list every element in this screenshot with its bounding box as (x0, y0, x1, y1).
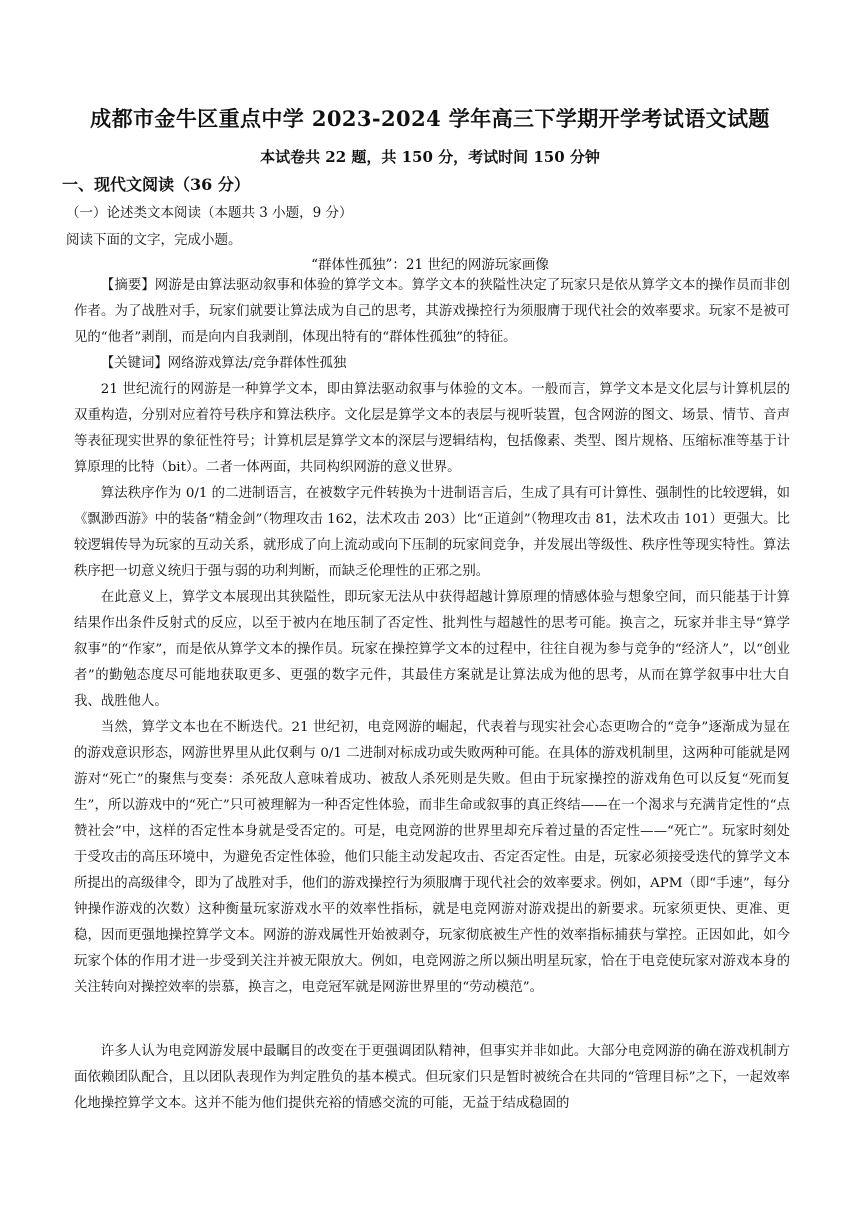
section-heading: 一、现代文阅读（36 分） (62, 175, 250, 194)
reading-instruction: 阅读下面的文字，完成小题。 (66, 232, 242, 248)
paragraph-text: 许多人认为电竞网游发展中最瞩目的改变在于更强调团队精神，但事实并非如此。大部分电竞网游的确在游戏机制方面依赖团队配合，且以团队表现作为判定胜负的基本模式。但玩家们只是暂时被统合在共同的“管理目标”之下，一起效率化地操控算学文本。这并不能为他们提供充裕的情感交流的可能，无益于结成稳固的 (74, 1044, 790, 1111)
subsection-heading: （一）论述类文本阅读（本题共 3 小题，9 分） (66, 205, 353, 221)
paragraph-text: 当然，算学文本也在不断迭代。21 世纪初，电竞网游的崛起，代表着与现实社会心态更吻合的“竞争”逐渐成为显在的游戏意识形态，网游世界里从此仅剩与 0/1 二进制对标成功或失败两种可能。在具体的游戏机制里，这两种可能就是网游对“死亡”的聚焦与变奏：杀死敌人意味着成功、被敌人杀死则是失败。但由于玩家操控的游戏角色可以反复“死而复生”，所以游戏中的“死亡”只可被理解为一种否定性体验，而非生命或叙事的真正终结——在一个渴求与充满肯定性的“点赞社会”中，这样的否定性本身就是受否定的。可是，电竞网游的世界里却充斥着过量的否定性——“死亡”。玩家时刻处于受攻击的高压环境中，为避免否定性体验，他们只能主动发起攻击、否定否定性。由是，玩家必须接受迭代的算学文本所提出的高级律令，即为了战胜对手，他们的游戏操控行为须服膺于现代社会的效率要求。例如，APM（即“手速”，每分钟操作游戏的次数）这种衡量玩家游戏水平的效率性指标，就是电竞网游对游戏提出的新要求。玩家须更快、更准、更稳，因而更强地操控算学文本。网游的游戏属性开始被剥夺，玩家彻底被生产性的效率指标捕获与掌控。正因如此，如今玩家个体的作用才进一步受到关注并被无限放大。例如，电竞网游之所以频出明星玩家，恰在于电竞使玩家对游戏本身的关注转向对操控效率的崇慕，换言之，电竞冠军就是网游世界里的“劳动模范”。 (74, 720, 790, 995)
body-paragraph (74, 377, 790, 481)
paragraph-text: 在此意义上，算学文本展现出其狭隘性，即玩家无法从中获得超越计算原理的情感体验与想象空间，而只能基于计算结果作出条件反射式的反应，以至于被内在地压制了否定性、批判性与超越性的思考可能。换言之，玩家并非主导“算学叙事”的“作家”，而是依从算学文本的操作员。玩家在操控算学文本的过程中，往往自视为参与竞争的“经济人”，以“创业者”的勤勉态度尽可能地获取更多、更强的数字元件，其最佳方案就是让算法成为他的思考，从而在算学叙事中壮大自我、战胜他人。 (74, 590, 790, 709)
paragraph-text: 21 世纪流行的网游是一种算学文本，即由算法驱动叙事与体验的文本。一般而言，算学文本是文化层与计算机层的双重构造，分别对应着符号秩序和算法秩序。文化层是算学文本的表层与视听装置，包含网游的图文、场景、情节、音声等表征现实世界的象征性符号；计算机层是算学文本的深层与逻辑结构，包括像素、类型、图片规格、压缩标准等基于计算原理的比特（bit）。二者一体两面，共同构织网游的意义世界。 (74, 382, 790, 475)
abstract-text: 网游是由算法驱动叙事和体验的算学文本。算学文本的狭隘性决定了玩家只是依从算学文本的操作员而非创作者。为了战胜对手，玩家们就要让算法成为自己的思考，其游戏操控行为须服膺于现代社会的效率要求。玩家不是被可见的“他者”剥削，而是向内自我剥削，体现出特有的“群体性孤独”的特征。 (74, 278, 791, 345)
body-paragraph (74, 481, 790, 585)
keywords-paragraph (74, 351, 790, 377)
body-paragraph (74, 585, 790, 715)
abstract-paragraph (74, 273, 790, 351)
paragraph-text: 算法秩序作为 0/1 的二进制语言，在被数字元件转换为十进制语言后，生成了具有可计算性、强制性的比较逻辑，如《飘渺西游》中的装备“精金剑”（物理攻击 162，法术攻击 203）比“正道剑”（物理攻击 81，法术攻击 101）更强大。比较逻辑传导为玩家的互动关系，就形成了向上流动或向下压制的玩家间竞争，并发展出等级性、秩序性等现实特性。算法秩序把一切意义统归于强与弱的功利判断，而缺乏伦理性的正邪之别。 (74, 486, 790, 579)
body-paragraph (74, 1039, 790, 1117)
exam-info: 本试卷共 22 题，共 150 分，考试时间 150 分钟 (260, 148, 600, 166)
body-paragraph (74, 715, 790, 1001)
page-title: 成都市金牛区重点中学 2023-2024 学年高三下学期开学考试语文试题 (90, 106, 770, 131)
keywords-text: 网络游戏算法/竞争群体性孤独 (167, 356, 347, 371)
abstract-tag: 【摘要】 (100, 278, 155, 293)
keywords-tag: 【关键词】 (100, 356, 168, 371)
article-title: “群体性孤独”：21 世纪的网游玩家画像 (311, 257, 549, 273)
